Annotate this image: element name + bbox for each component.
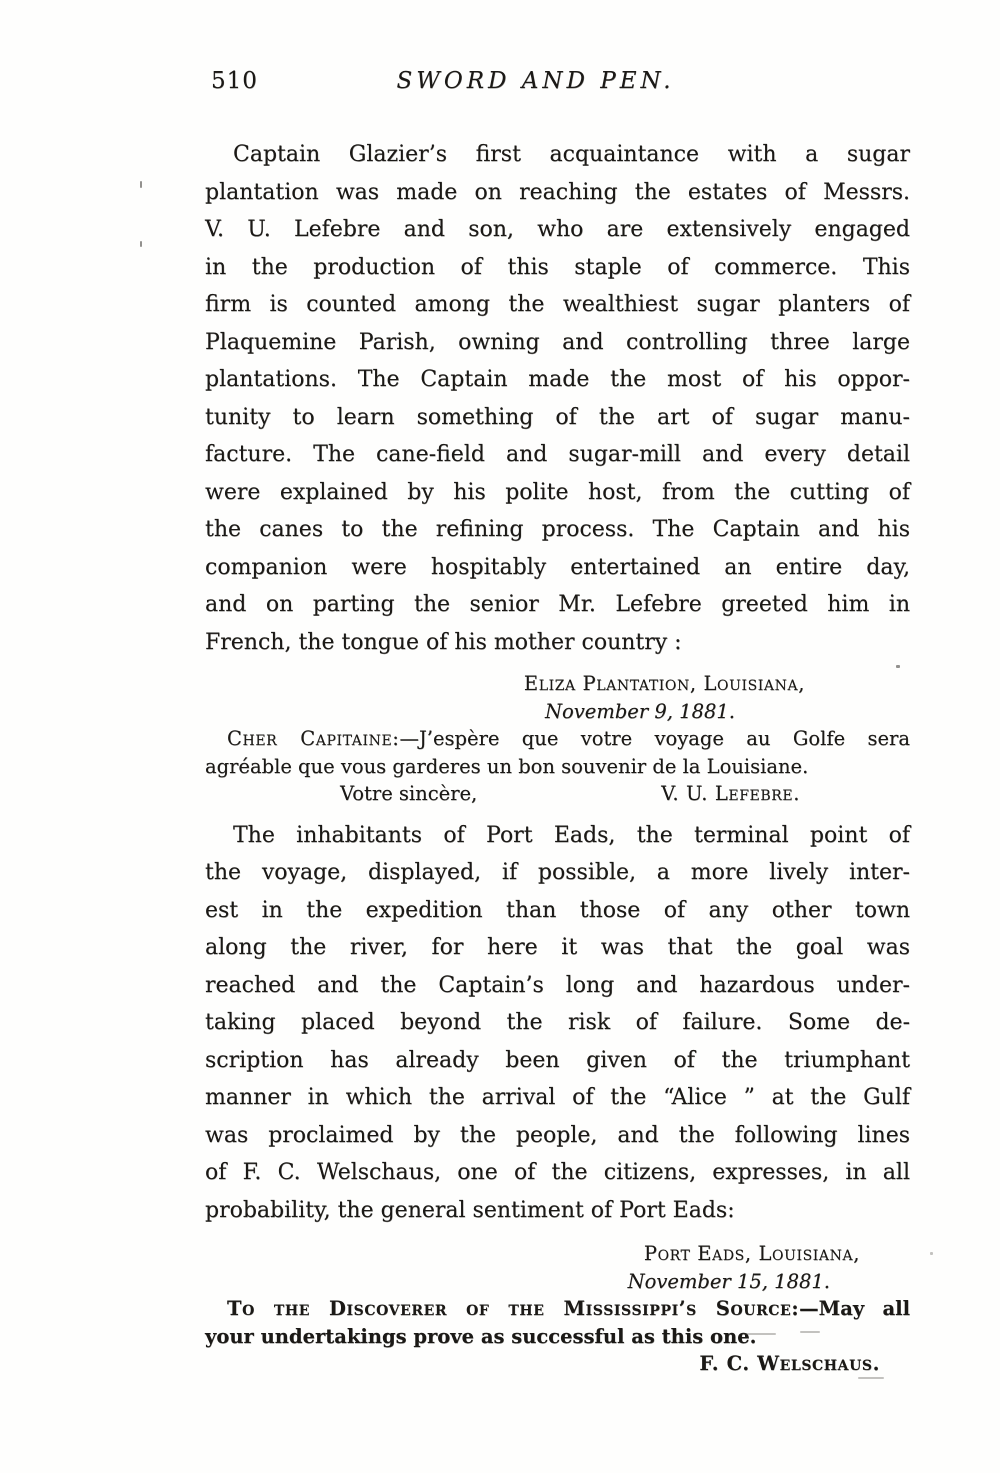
letter-signature: V. U. Lefebre. [661, 782, 800, 805]
letter-body-line: agréable que vous garderes un bon souvenir de la Louisiane. [205, 754, 809, 778]
letter-body-line [205, 1295, 910, 1323]
scan-speck [930, 1252, 933, 1255]
paragraph-line: of F. C. Welschaus, one of the citizens, expresses, in all [205, 1160, 910, 1185]
paragraph-1 [205, 136, 910, 661]
letter-body-text: —J’espère que votre voyage au Golfe sera [399, 727, 910, 750]
paragraph-line: manner in which the arrival of the “Alice ” at the Gulf [205, 1085, 910, 1110]
paragraph-line: were explained by his polite host, from the cutting of [205, 479, 910, 505]
scan-speck [140, 181, 142, 188]
paragraph-line: Plaquemine Parish, owning and controlling three large [205, 329, 910, 355]
paragraph-line: V. U. Lefebre and son, who are extensively engaged [205, 217, 910, 242]
letter-body-text: —May all [799, 1297, 910, 1320]
paragraph-line: plantation was made on reaching the estates of Messrs. [205, 179, 910, 205]
paragraph-line: along the river, for here it was that the goal was [205, 935, 910, 960]
paragraph-line: and on parting the senior Mr. Lefebre greeted him in [205, 592, 910, 617]
paragraph-line: scription has already been given of the triumphant [205, 1047, 910, 1073]
running-title: SWORD AND PEN. [396, 68, 675, 94]
letter-salutation: To the Discoverer of the Mississippi’s Source: [227, 1297, 800, 1320]
letter-body-line: your undertakings prove as successful as this one. [205, 1324, 757, 1348]
letter-lefebre [205, 670, 910, 808]
letter-salutation: Cher Capitaine: [227, 727, 400, 750]
paragraph-line: was proclaimed by the people, and the following lines [205, 1122, 910, 1148]
letter-place: Port Eads, Louisiana, [643, 1242, 860, 1265]
paragraph-2 [205, 817, 910, 1230]
page-number: 510 [211, 68, 258, 94]
letter-date: November 9, 1881. [544, 699, 735, 723]
paragraph-line: taking placed beyond the risk of failure. Some de- [205, 1010, 910, 1035]
scan-speck [800, 1331, 820, 1333]
paragraph-line: the voyage, displayed, if possible, a more lively inter- [205, 860, 910, 885]
letter-welschaus [205, 1240, 910, 1378]
paragraph-line: probability, the general sentiment of Port Eads: [205, 1197, 735, 1223]
paragraph-line: companion were hospitably entertained an entire day, [205, 554, 910, 580]
scan-speck [140, 241, 142, 247]
letter-place: Eliza Plantation, Louisiana, [523, 672, 805, 695]
running-head [205, 68, 910, 100]
paragraph-line: the canes to the refining process. The Captain and his [205, 517, 910, 542]
paragraph-line: est in the expedition than those of any other town [205, 897, 910, 923]
paragraph-line: reached and the Captain’s long and hazardous under- [205, 972, 910, 998]
paragraph-line: in the production of this staple of commerce. This [205, 254, 910, 280]
letter-signature: F. C. Welschaus. [699, 1352, 880, 1375]
letter-valediction: Votre sincère, [340, 782, 478, 805]
scan-speck [858, 1377, 884, 1379]
letter-signature-row [205, 780, 910, 808]
letter-body-line [205, 725, 910, 753]
letter-date: November 15, 1881. [627, 1269, 830, 1293]
paragraph-line: tunity to learn something of the art of sugar manu- [205, 404, 910, 430]
paragraph-line: French, the tongue of his mother country : [205, 629, 682, 655]
paragraph-line: firm is counted among the wealthiest sugar planters of [205, 292, 910, 317]
scan-speck [896, 665, 900, 668]
scan-speck [742, 1333, 776, 1335]
paragraph-line: plantations. The Captain made the most of his oppor- [205, 367, 910, 392]
paragraph-line: The inhabitants of Port Eads, the terminal point of [233, 822, 910, 848]
paragraph-line: facture. The cane-field and sugar-mill and every detail [205, 442, 910, 467]
paragraph-line: Captain Glazier’s first acquaintance with a sugar [233, 142, 910, 167]
